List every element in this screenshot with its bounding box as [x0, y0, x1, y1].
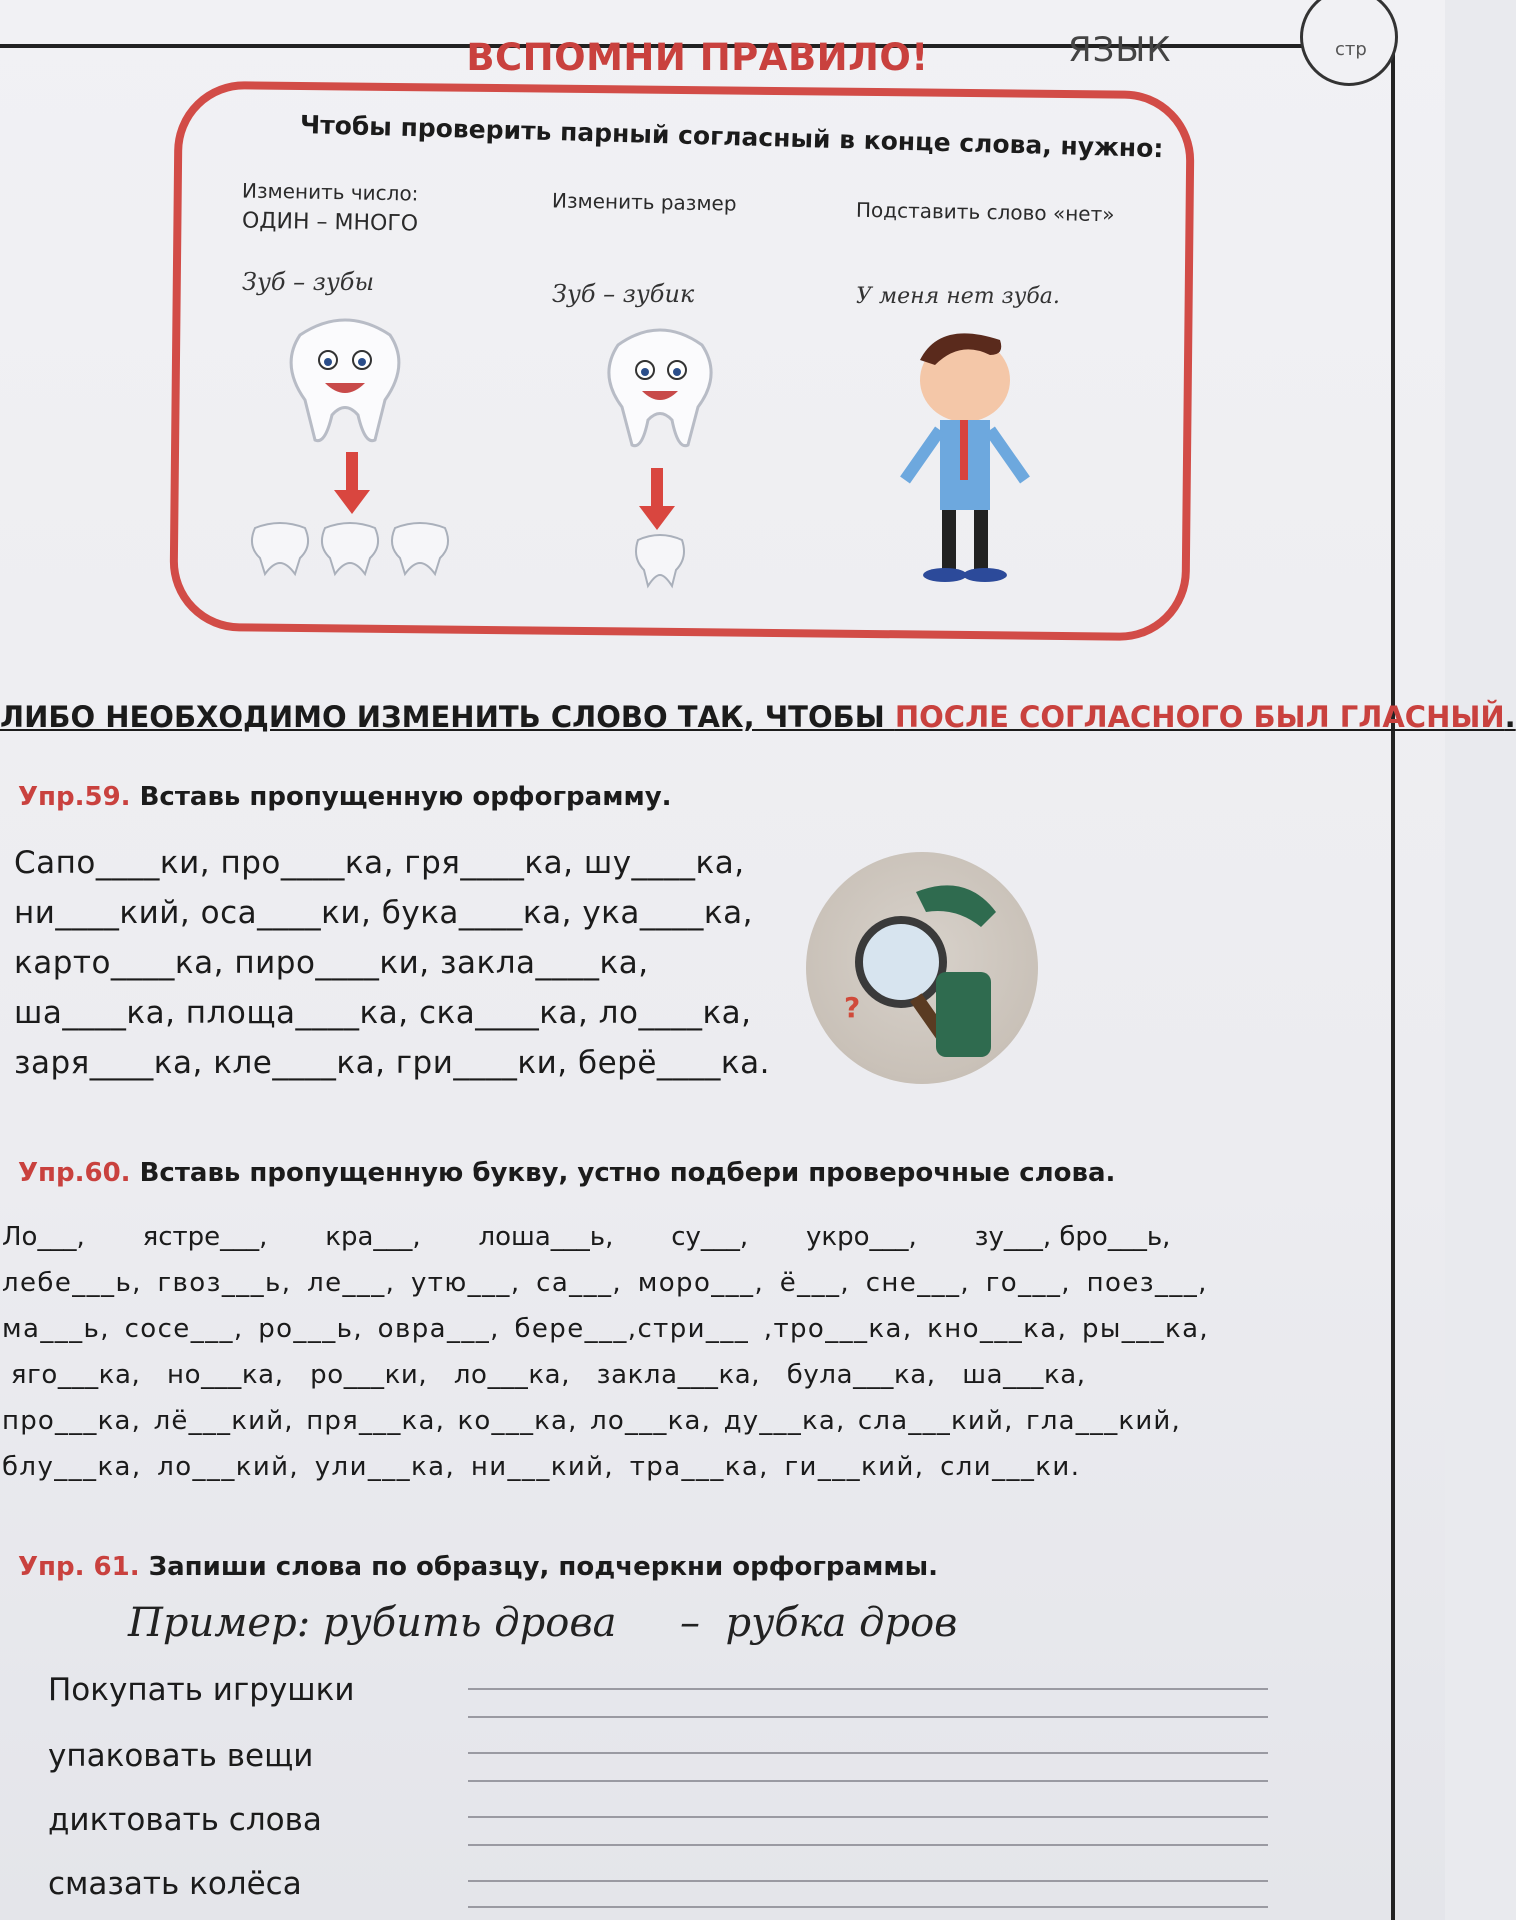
- writing-line: [468, 1780, 1268, 1782]
- corner-subject-label: ЯЗЫК: [1068, 30, 1172, 70]
- tooth-icon: [270, 305, 420, 445]
- ex59-line: карто____ка, пиро____ки, закла____ка,: [14, 945, 649, 981]
- ex60-line: лебе___ь, гвоз___ь, ле___, утю___, са___, моро___, ё___, сне___, го___, поез___,: [2, 1268, 1208, 1298]
- ex61-word: упаковать вещи: [48, 1738, 314, 1774]
- down-arrow-icon: [651, 468, 663, 508]
- rule-col1-example: Зуб – зубы: [242, 268, 374, 296]
- ex59-title: [18, 782, 672, 812]
- small-teeth-icon: [245, 518, 465, 578]
- ex60-line: про___ка, лё___кий, пря___ка, ко___ка, ло___ка, ду___ка, сла___кий, гла___кий,: [2, 1406, 1181, 1436]
- ex61-word: смазать колёса: [48, 1866, 302, 1902]
- ex61-example: Пример: рубить дрова – рубка дров: [128, 1600, 958, 1646]
- svg-text:?: ?: [844, 991, 861, 1024]
- ex61-word: диктовать слова: [48, 1802, 322, 1838]
- writing-line: [468, 1688, 1268, 1690]
- ex61-title: [18, 1552, 938, 1582]
- ex61-word: Покупать игрушки: [48, 1672, 355, 1708]
- rule-col3-label: Подставить слово «нет»: [855, 197, 1115, 227]
- rule-col3-example: У меня нет зуба.: [856, 284, 1060, 309]
- rule-col2-example: Зуб – зубик: [552, 280, 695, 308]
- writing-line: [468, 1816, 1268, 1818]
- writing-line: [468, 1880, 1268, 1882]
- rule-alternative: [0, 700, 1516, 734]
- ex60-instruction: Вставь пропущенную букву, устно подбери проверочные слова.: [130, 1158, 1116, 1188]
- magnifier-icon: [806, 852, 1038, 1084]
- detective-illustration: [806, 852, 1038, 1084]
- sad-man-illustration: [880, 320, 1050, 590]
- page-badge-label: стр: [1335, 39, 1367, 60]
- rule-heading: Чтобы проверить парный согласный в конце слова, нужно:: [299, 110, 1164, 164]
- rule-title: ВСПОМНИ ПРАВИЛО!: [466, 36, 929, 79]
- ex59-instruction: Вставь пропущенную орфограмму.: [130, 782, 672, 812]
- ex60-line: Ло___, ястре___, кра___, лоша___ь, су___, укро___, зу___, бро___ь,: [2, 1222, 1171, 1252]
- ex59-line: заря____ка, кле____ка, гри____ки, берё____ка.: [14, 1045, 770, 1081]
- rule-alternative-end: .: [1504, 700, 1516, 734]
- ex60-line: яго___ка, но___ка, ро___ки, ло___ка, закла___ка, була___ка, ша___ка,: [2, 1360, 1086, 1390]
- rule-alternative-highlight: ПОСЛЕ СОГЛАСНОГО БЫЛ ГЛАСНЫЙ: [894, 700, 1505, 734]
- rule-alternative-text: ЛИБО НЕОБХОДИМО ИЗМЕНИТЬ СЛОВО ТАК, ЧТОБЫ: [0, 700, 895, 734]
- ex60-line: ма___ь, сосе___, ро___ь, овра___, бере___,стри___ ,тро___ка, кно___ка, ры___ка,: [2, 1314, 1210, 1344]
- ex60-title: [18, 1158, 1115, 1188]
- small-tooth-icon: [630, 530, 690, 590]
- ex61-number: Упр. 61.: [18, 1552, 140, 1582]
- ex61-instruction: Запиши слова по образцу, подчеркни орфограммы.: [139, 1552, 938, 1582]
- writing-line: [468, 1716, 1268, 1718]
- writing-line: [468, 1844, 1268, 1846]
- writing-line: [468, 1906, 1268, 1908]
- writing-line: [468, 1752, 1268, 1754]
- ex59-line: ни____кий, оса____ки, бука____ка, ука____ка,: [14, 895, 753, 931]
- down-arrow-icon: [346, 452, 358, 492]
- tooth-icon: [590, 315, 730, 450]
- ex60-line: блу___ка, ло___кий, ули___ка, ни___кий, тра___ка, ги___кий, сли___ки.: [2, 1452, 1081, 1482]
- ex60-number: Упр.60.: [18, 1158, 131, 1188]
- rule-col1-label: Изменить число:: [241, 178, 419, 206]
- ex59-number: Упр.59.: [18, 782, 131, 812]
- ex59-line: Сапо____ки, про____ка, гря____ка, шу____ка,: [14, 845, 745, 881]
- rule-col2-label: Изменить размер: [551, 188, 737, 216]
- rule-col1-sub: ОДИН – МНОГО: [241, 208, 419, 237]
- ex59-line: ша____ка, площа____ка, ска____ка, ло____ка,: [14, 995, 752, 1031]
